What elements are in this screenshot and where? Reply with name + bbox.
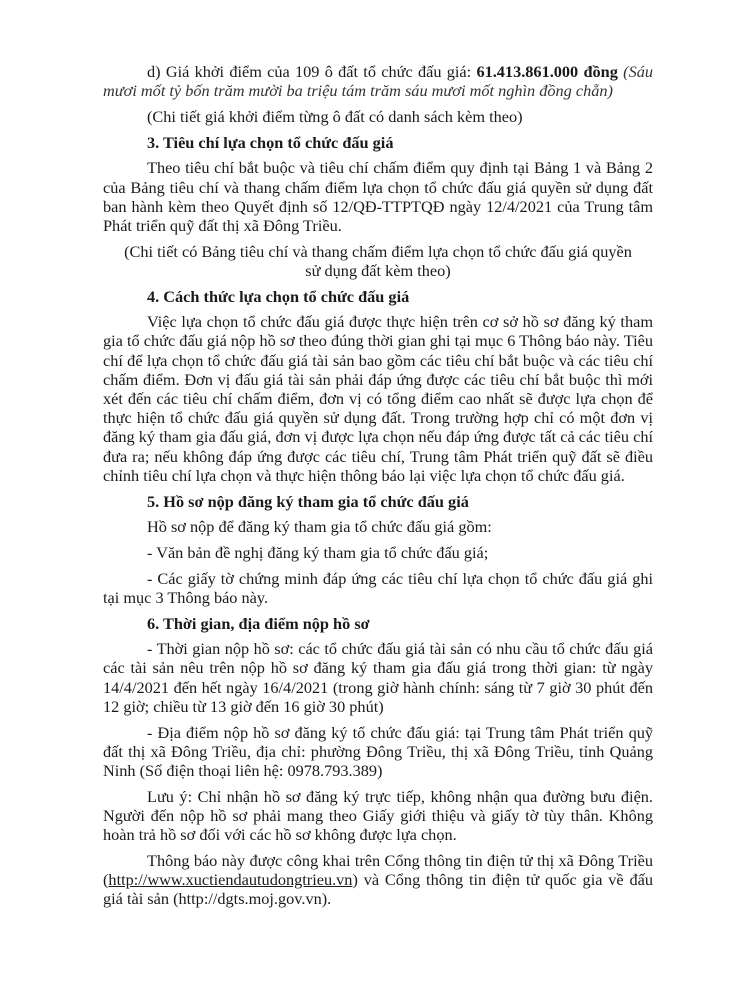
section-5-item: - Văn bản đề nghị đăng ký tham gia tổ chức đấu giá;: [147, 542, 489, 562]
closing-paragraph: [103, 851, 653, 909]
section-6-heading: 6. Thời gian, địa điểm nộp hồ sơ: [147, 613, 370, 633]
section-5-heading: 5. Hồ sơ nộp đăng ký tham gia tổ chức đấu giá: [147, 491, 469, 511]
item-d-prefix: d) Giá khởi điểm của 109 ô đất tổ chức đấu giá:: [147, 62, 477, 81]
portal-link[interactable]: http://www.xuctiendautudongtrieu.vn: [108, 870, 353, 890]
closing-text-before: Thông báo này được công khai trên Cổng thông tin điện tử thị xã Đông Triều (: [103, 850, 653, 890]
section-3-body: Theo tiêu chí bắt buộc và tiêu chí chấm điểm quy định tại Bảng 1 và Bảng 2 của Bảng tiêu chí và thang chấm điểm lựa chọn tổ chức đấu giá quyền sử dụng đất ban hành kèm theo Quyết định số 12/QĐ-TTPTQĐ ngày 12/4/2021 của Trung tâm Phát triển quỹ đất thị xã Đông Triều.: [103, 158, 653, 235]
closing-text-after: ) và Cổng thông tin điện tử quốc gia về đấu giá tài sản (http://dgts.moj.gov.vn).: [103, 870, 653, 909]
section-5-intro: Hồ sơ nộp để đăng ký tham gia tổ chức đấu giá gồm:: [147, 517, 492, 537]
section-6-time: - Thời gian nộp hồ sơ: các tổ chức đấu giá tài sản có nhu cầu tổ chức đấu giá các tài sản nêu trên nộp hồ sơ đăng ký tham gia đấu giá trong thời gian: từ ngày 14/4/2021 đến hết ngày 16/4/2021 (trong giờ hành chính: sáng từ 7 giờ 30 phút đến 12 giờ; chiều từ 13 giờ đến 16 giờ 30 phút): [103, 639, 653, 716]
item-d-starting-price: [103, 62, 653, 100]
document-page: [103, 62, 653, 915]
section-3-note: (Chi tiết có Bảng tiêu chí và thang chấm điểm lựa chọn tổ chức đấu giá quyền sử dụng đất kèm theo): [124, 241, 632, 280]
item-d-amount: 61.413.861.000 đồng: [476, 62, 618, 81]
section-5-item: - Các giấy tờ chứng minh đáp ứng các tiêu chí lựa chọn tổ chức đấu giá ghi tại mục 3 Thông báo này.: [103, 568, 653, 607]
section-3-heading: 3. Tiêu chí lựa chọn tổ chức đấu giá: [147, 132, 394, 152]
item-d-amount-words: (Sáu mươi mốt tỷ bốn trăm mười ba triệu tám trăm sáu mươi mốt nghìn đồng chẵn): [103, 62, 653, 101]
section-6-place: - Địa điểm nộp hồ sơ đăng ký tổ chức đấu giá: tại Trung tâm Phát triển quỹ đất thị xã Đông Triều, địa chỉ: phường Đông Triều, thị xã Đông Triều, tỉnh Quảng Ninh (Số điện thoại liên hệ: 0978.793.389): [103, 722, 653, 780]
section-6-note: Lưu ý: Chỉ nhận hồ sơ đăng ký trực tiếp, không nhận qua đường bưu điện. Người đến nộp hồ sơ phải mang theo Giấy giới thiệu và giấy tờ tùy thân. Không hoàn trả hồ sơ đối với các hồ sơ không được lựa chọn.: [103, 786, 653, 845]
item-d-note: (Chi tiết giá khởi điểm từng ô đất có danh sách kèm theo): [147, 106, 523, 126]
section-4-heading: 4. Cách thức lựa chọn tổ chức đấu giá: [147, 286, 410, 306]
section-4-body: Việc lựa chọn tổ chức đấu giá được thực hiện trên cơ sở hồ sơ đăng ký tham gia tổ chức đấu giá nộp hồ sơ theo đúng thời gian ghi tại mục 6 Thông báo này. Tiêu chí để lựa chọn tổ chức đấu giá tài sản bao gồm các tiêu chí bắt buộc và các tiêu chí chấm điểm. Đơn vị đấu giá tài sản phải đáp ứng được các tiêu chí bắt buộc thì mới xét đến các tiêu chí chấm điểm, đơn vị có tổng điểm cao nhất sẽ được lựa chọn để thực hiện tổ chức đấu giá quyền sử dụng đất. Trong trường hợp chỉ có một đơn vị đăng ký tham gia đấu giá, đơn vị được lựa chọn nếu đáp ứng được tất cả các tiêu chí đưa ra; nếu không đáp ứng được các tiêu chí, Trung tâm Phát triển quỹ đất sẽ điều chỉnh tiêu chí lựa chọn và thực hiện thông báo lại việc lựa chọn tổ chức đấu giá.: [103, 312, 653, 485]
